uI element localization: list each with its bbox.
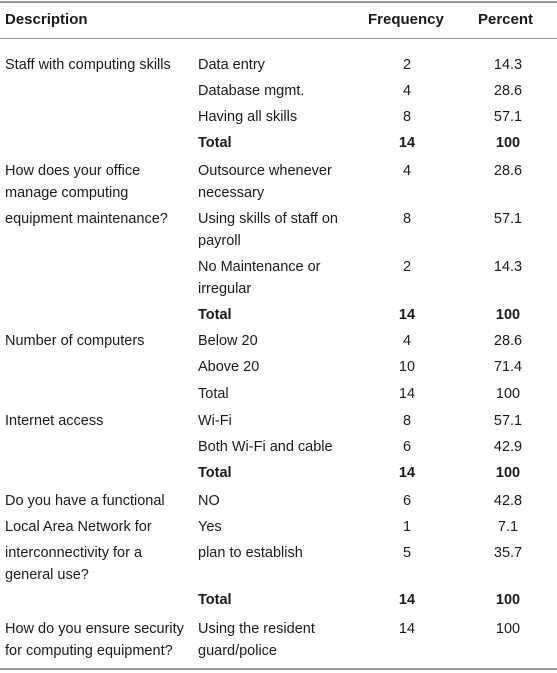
row-category-line: irregular — [198, 281, 252, 297]
row-description — [5, 618, 184, 662]
row-percent: 100 — [495, 621, 521, 637]
row-description-line: interconnectivity for a — [5, 545, 143, 561]
row-frequency: 8 — [402, 211, 412, 227]
row-category: Above 20 — [198, 359, 260, 375]
row-description-line: general use? — [5, 567, 89, 583]
header-rule — [0, 38, 557, 39]
row-percent: 42.8 — [493, 493, 523, 509]
row-percent: 100 — [495, 307, 521, 323]
row-category: Having all skills — [198, 109, 298, 125]
row-frequency: 10 — [398, 359, 416, 375]
row-category: Total — [198, 307, 232, 323]
row-percent: 100 — [495, 135, 521, 151]
row-frequency: 5 — [402, 545, 412, 561]
row-category-line: guard/police — [198, 643, 277, 659]
row-percent: 57.1 — [493, 211, 523, 227]
row-category: Total — [198, 386, 229, 402]
row-frequency: 8 — [402, 109, 412, 125]
row-category — [198, 208, 338, 252]
table-bottom-rule — [0, 668, 557, 670]
row-frequency: 14 — [398, 386, 416, 402]
row-category — [198, 256, 321, 300]
row-category-line: necessary — [198, 185, 265, 201]
header-percent: Percent — [478, 11, 534, 28]
row-description-line: for computing equipment? — [5, 643, 173, 659]
row-percent: 35.7 — [493, 545, 523, 561]
row-percent: 100 — [495, 465, 521, 481]
row-category: Both Wi-Fi and cable — [198, 439, 333, 455]
row-description: Internet access — [5, 413, 104, 429]
row-percent: 28.6 — [493, 333, 523, 349]
row-percent: 14.3 — [493, 259, 523, 275]
row-category: NO — [198, 493, 220, 509]
row-percent: 42.9 — [493, 439, 523, 455]
row-frequency: 4 — [402, 333, 412, 349]
header-description: Description — [5, 11, 88, 28]
row-category — [198, 618, 315, 662]
row-category: Database mgmt. — [198, 83, 305, 99]
row-percent: 14.3 — [493, 57, 523, 73]
row-category: plan to establish — [198, 545, 303, 561]
row-category-line: Outsource whenever — [198, 163, 332, 179]
row-frequency: 6 — [402, 493, 412, 509]
row-description-line: manage computing — [5, 185, 129, 201]
row-frequency: 8 — [402, 413, 412, 429]
row-category-line: payroll — [198, 233, 241, 249]
row-frequency: 4 — [402, 163, 412, 179]
row-category-line: Using skills of staff on — [198, 211, 338, 227]
row-frequency: 14 — [398, 135, 416, 151]
table-top-rule — [0, 1, 557, 3]
row-percent: 100 — [495, 592, 521, 608]
row-percent: 28.6 — [493, 83, 523, 99]
row-category: Wi-Fi — [198, 413, 232, 429]
row-frequency: 2 — [402, 259, 412, 275]
row-description: Do you have a functional — [5, 493, 165, 509]
row-category: Data entry — [198, 57, 265, 73]
row-frequency: 2 — [402, 57, 412, 73]
row-percent: 71.4 — [493, 359, 523, 375]
row-frequency: 14 — [398, 465, 416, 481]
row-category-line: No Maintenance or — [198, 259, 321, 275]
row-frequency: 1 — [402, 519, 412, 535]
row-description-line: How do you ensure security — [5, 621, 184, 637]
row-description: Number of computers — [5, 333, 145, 349]
row-percent: 57.1 — [493, 413, 523, 429]
row-description-line: How does your office — [5, 163, 141, 179]
row-category: Total — [198, 465, 232, 481]
row-category: Total — [198, 592, 232, 608]
row-description: equipment maintenance? — [5, 211, 168, 227]
row-percent: 7.1 — [497, 519, 519, 535]
row-category: Below 20 — [198, 333, 258, 349]
header-frequency: Frequency — [368, 11, 444, 28]
row-frequency: 4 — [402, 83, 412, 99]
row-percent: 28.6 — [493, 163, 523, 179]
row-description: Staff with computing skills — [5, 57, 171, 73]
row-description: Local Area Network for — [5, 519, 152, 535]
row-category: Total — [198, 135, 232, 151]
row-frequency: 14 — [398, 307, 416, 323]
row-category — [198, 160, 332, 204]
row-description — [5, 160, 140, 204]
row-category-line: Using the resident — [198, 621, 315, 637]
row-category: Yes — [198, 519, 222, 535]
row-frequency: 14 — [398, 621, 416, 637]
row-frequency: 14 — [398, 592, 416, 608]
row-percent: 100 — [495, 386, 521, 402]
row-frequency: 6 — [402, 439, 412, 455]
row-percent: 57.1 — [493, 109, 523, 125]
row-description — [5, 542, 142, 586]
